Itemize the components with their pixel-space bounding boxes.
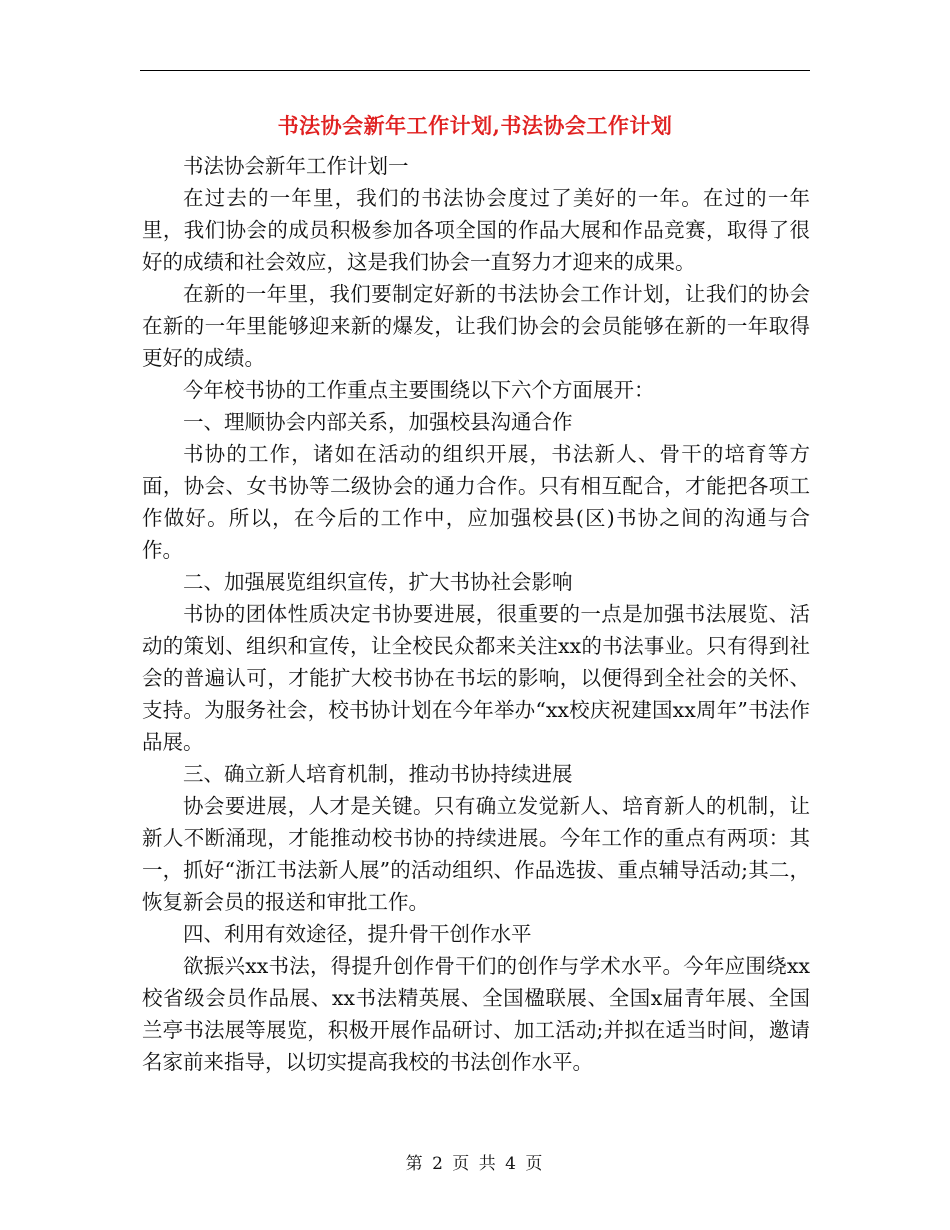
header-rule — [140, 70, 810, 71]
paragraph: 在新的一年里，我们要制定好新的书法协会工作计划，让我们的协会在新的一年里能够迎来新的爆发，让我们协会的会员能够在新的一年取得更好的成绩。 — [142, 282, 810, 370]
page-number: 第 2 页 共 4 页 — [405, 1154, 545, 1174]
section-heading: 二、加强展览组织宣传，扩大书协社会影响 — [183, 570, 573, 594]
paragraph: 今年校书协的工作重点主要围绕以下六个方面展开： — [183, 378, 655, 402]
paragraph-subtitle: 书法协会新年工作计划一 — [183, 154, 409, 178]
document-body — [142, 150, 810, 1078]
paragraph: 书协的团体性质决定书协要进展，很重要的一点是加强书法展览、活动的策划、组织和宣传，让全校民众都来关注xx的书法事业。只有得到社会的普遍认可，才能扩大校书协在书坛的影响，以便得到全社会的关怀、支持。为服务社会，校书协计划在今年举办“xx校庆祝建国xx周年”书法作品展。 — [142, 602, 810, 754]
paragraph: 协会要进展，人才是关键。只有确立发觉新人、培育新人的机制，让新人不断涌现，才能推动校书协的持续进展。今年工作的重点有两项：其一，抓好“浙江书法新人展”的活动组织、作品选拔、重点辅导活动;其二，恢复新会员的报送和审批工作。 — [142, 794, 810, 914]
section-heading: 一、理顺协会内部关系，加强校县沟通合作 — [183, 410, 573, 434]
paragraph: 欲振兴xx书法，得提升创作骨干们的创作与学术水平。今年应围绕xx校省级会员作品展、xx书法精英展、全国楹联展、全国x届青年展、全国兰亭书法展等展览，积极开展作品研讨、加工活动;并拟在适当时间，邀请名家前来指导，以切实提高我校的书法创作水平。 — [142, 954, 810, 1074]
section-heading: 三、确立新人培育机制，推动书协持续进展 — [183, 762, 573, 786]
document-title: 书法协会新年工作计划,书法协会工作计划 — [277, 113, 673, 138]
section-heading: 四、利用有效途径，提升骨干创作水平 — [183, 922, 532, 946]
paragraph: 书协的工作，诸如在活动的组织开展，书法新人、骨干的培育等方面，协会、女书协等二级协会的通力合作。只有相互配合，才能把各项工作做好。所以，在今后的工作中，应加强校县(区)书协之间的沟通与合作。 — [142, 442, 810, 562]
paragraph: 在过去的一年里，我们的书法协会度过了美好的一年。在过的一年里，我们协会的成员积极参加各项全国的作品大展和作品竞赛，取得了很好的成绩和社会效应，这是我们协会一直努力才迎来的成果。 — [142, 186, 810, 274]
